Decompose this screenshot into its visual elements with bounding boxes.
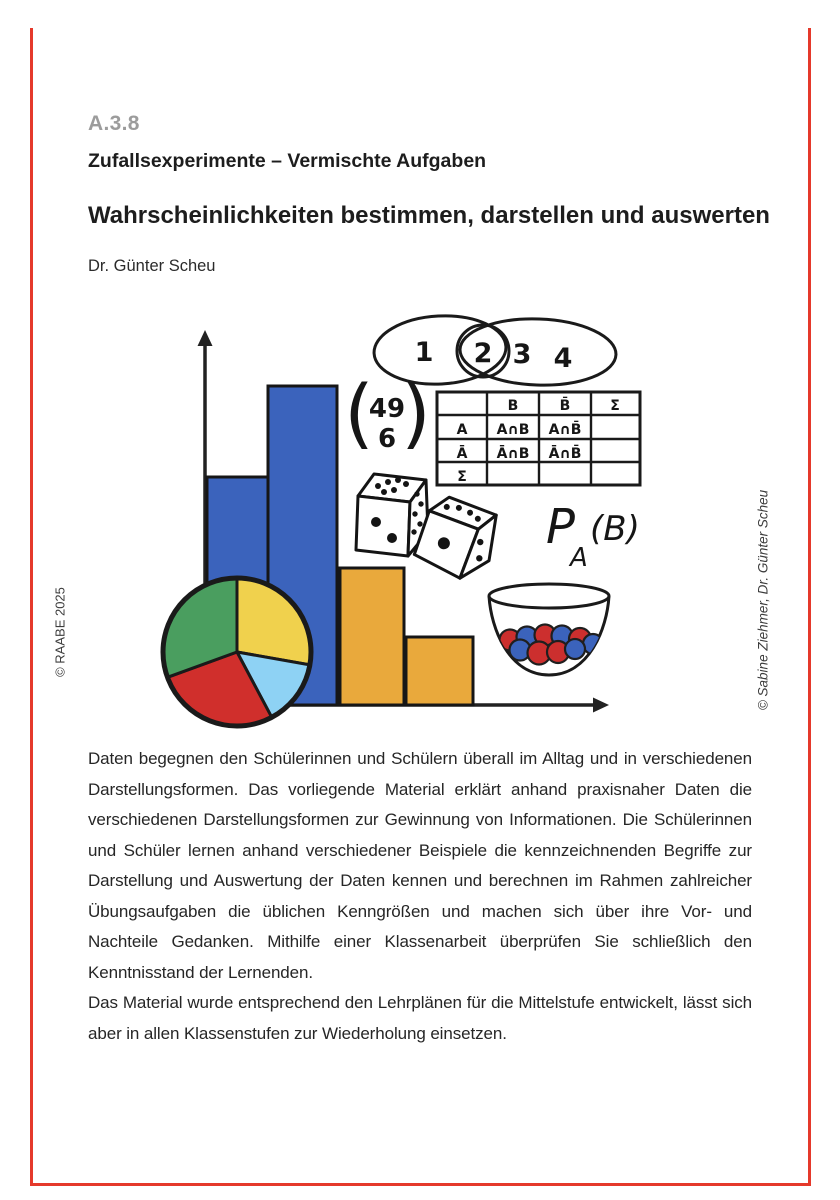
venn-label-1: 1 [414, 337, 434, 368]
intro-text [88, 744, 752, 1049]
unit-code: A.3.8 [88, 112, 140, 135]
table-cell: A∩B [496, 422, 530, 438]
table-cell: Ā [456, 446, 468, 462]
table-cell: B [507, 398, 519, 414]
statistics-illustration [150, 300, 650, 730]
copyright-right: © Sabine Ziehmer, Dr. Günter Scheu [755, 489, 771, 711]
yellow-bar-1 [340, 568, 404, 705]
pie-chart [163, 578, 311, 726]
intro-paragraph-1: Daten begegnen den Schülerinnen und Schülern überall im Alltag und in verschiedenen Darstellungsformen. Das vorliegende Material erklärt anhand praxisnaher Daten die verschiedenen Darstellungsformen zur Gewinnung von Informationen. Die Schülerinnen und Schüler lernen anhand verschiedener Beispiele die kennzeichnenden Begriffe zur Darstellung und Auswertung der Daten kennen und berechnen im Rahmen zahlreicher Übungsaufgaben die üblichen Kenngrößen und machen sich über ihre Vor- und Nachteile Gedanken. Mithilfe einer Klassenarbeit überprüfen Sie schließlich den Kenntnisstand der Lernenden. [88, 749, 752, 982]
author-name: Dr. Günter Scheu [88, 257, 216, 275]
red-trim-line-bottom [30, 1183, 811, 1186]
table-cell: B̄ [559, 398, 571, 414]
table-cell: A [456, 422, 468, 438]
paren-open: ( [344, 368, 374, 457]
paren-close: ) [401, 368, 431, 457]
venn-label-2: 2 [473, 338, 493, 369]
venn-label-4: 4 [553, 343, 573, 374]
conditional-probability-notation [546, 499, 640, 573]
urn-with-balls [489, 584, 609, 675]
table-cell: A∩B̄ [548, 422, 582, 438]
prob-argument: (B) [590, 509, 640, 549]
intro-paragraph-2: Das Material wurde entsprechend den Lehrplänen für die Mittelstufe entwickelt, lässt sich aber in allen Klassenstufen zur Wiederholung einsetzen. [88, 993, 752, 1043]
venn-label-3: 3 [512, 339, 532, 370]
contingency-table [437, 392, 640, 485]
prob-subscript: A [570, 543, 588, 573]
red-trim-line-right [808, 28, 811, 1186]
binomial-coefficient [344, 368, 431, 457]
red-trim-line-left [30, 28, 33, 1186]
table-cell: Ā∩B̄ [548, 446, 582, 462]
binomial-top: 49 [368, 394, 406, 424]
yellow-bar-2 [406, 637, 473, 705]
page-title: Wahrscheinlichkeiten bestimmen, darstellen und auswerten [88, 202, 770, 229]
table-cell: Σ [457, 469, 467, 485]
prob-p: P [546, 499, 575, 555]
table-cell: Ā∩B [496, 446, 530, 462]
copyright-left: © RAABE 2025 [52, 587, 68, 677]
binomial-bottom: 6 [377, 424, 397, 454]
table-cell: Σ [610, 398, 620, 414]
series-title: Zufallsexperimente – Vermischte Aufgaben [88, 150, 487, 172]
